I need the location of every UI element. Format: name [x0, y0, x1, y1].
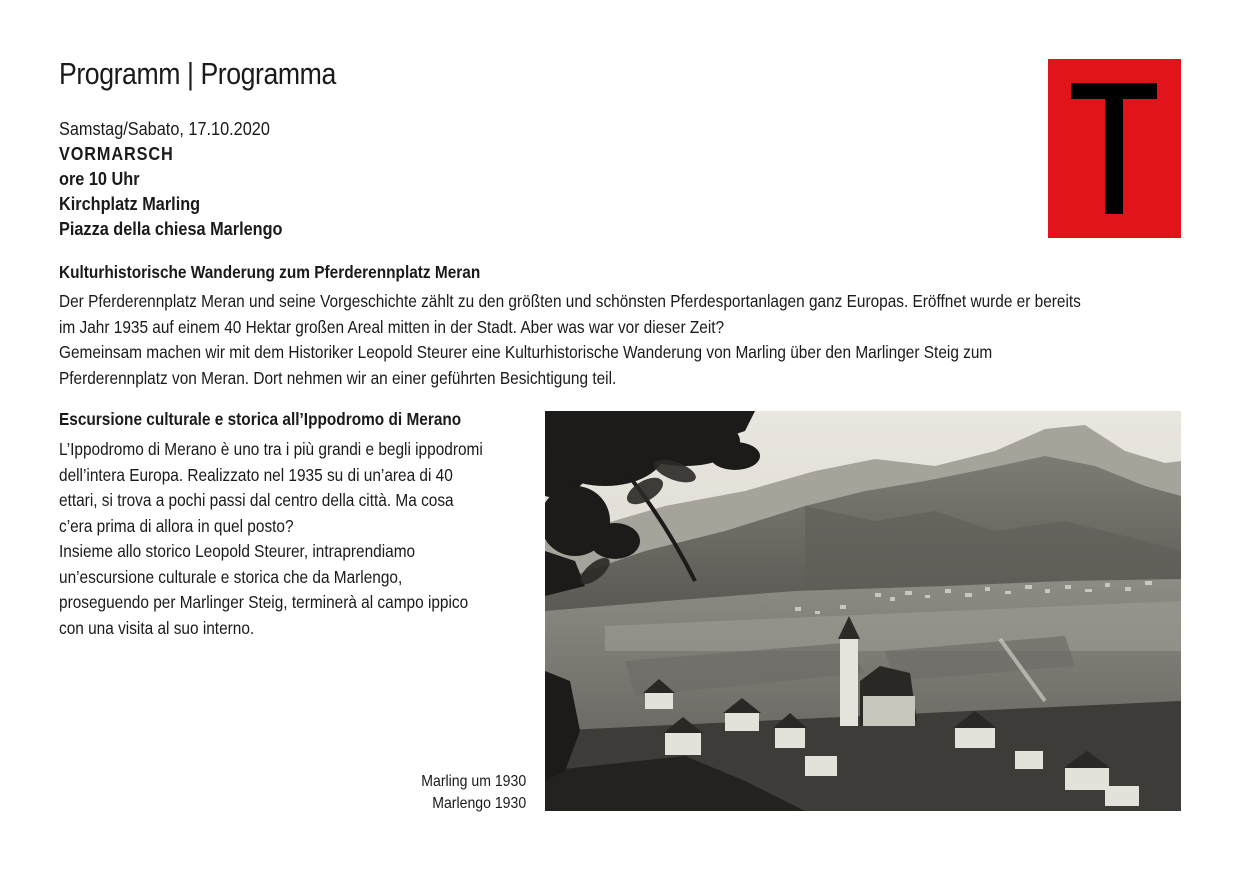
italian-line: Insieme allo storico Leopold Steurer, intraprendiamo: [59, 541, 416, 561]
event-time: ore 10 Uhr: [59, 168, 140, 189]
italian-heading: Escursione culturale e storica all’Ippodromo di Merano: [59, 409, 462, 429]
event-info: [59, 116, 282, 241]
landscape-photo-illustration: [545, 411, 1181, 811]
italian-line: L’Ippodromo di Merano è uno tra i più grandi e begli ippodromi: [59, 439, 483, 459]
event-place-it: Piazza della chiesa Marlengo: [59, 218, 283, 239]
logo: [1048, 59, 1181, 238]
italian-line: dell’intera Europa. Realizzato nel 1935 su di un’area di 40: [59, 464, 453, 485]
logo-letter-t-stem: [1105, 83, 1123, 214]
caption-de: Marling um 1930: [421, 773, 526, 790]
german-text: [59, 289, 1185, 391]
italian-text: [59, 437, 552, 641]
german-line: Pferderennplatz von Meran. Dort nehmen wir an einer geführten Besichtigung teil.: [59, 367, 617, 388]
event-date: Samstag/Sabato, 17.10.2020: [59, 118, 270, 139]
photo-caption: [407, 771, 526, 815]
italian-line: c’era prima di allora in quel posto?: [59, 515, 294, 536]
page-title: Programm | Programma: [59, 56, 336, 91]
italian-line: un’escursione culturale e storica che da Marlengo,: [59, 566, 403, 587]
italian-line: proseguendo per Marlinger Steig, terminerà al campo ippico: [59, 592, 469, 612]
german-line: im Jahr 1935 auf einem 40 Hektar großen Areal mitten in der Stadt. Aber was war vor dieser Zeit?: [59, 316, 725, 337]
italian-line: con una visita al suo interno.: [59, 617, 255, 638]
german-heading: Kulturhistorische Wanderung zum Pferderennplatz Meran: [59, 262, 481, 282]
italian-line: ettari, si trova a pochi passi dal centro della città. Ma cosa: [59, 490, 454, 510]
event-place-de: Kirchplatz Marling: [59, 193, 201, 214]
german-line: Der Pferderennplatz Meran und seine Vorgeschichte zählt zu den größten und schönsten Pferdesportanlagen ganz Europas. Eröffnet wurde er bereits: [59, 291, 1081, 311]
historic-photo-marling: [545, 411, 1181, 811]
event-name: VORMARSCH: [59, 143, 174, 164]
german-line: Gemeinsam machen wir mit dem Historiker Leopold Steurer eine Kulturhistorische Wanderung von Marling über den Marlinger Steig zum: [59, 342, 993, 362]
caption-it: Marlengo 1930: [432, 795, 526, 812]
